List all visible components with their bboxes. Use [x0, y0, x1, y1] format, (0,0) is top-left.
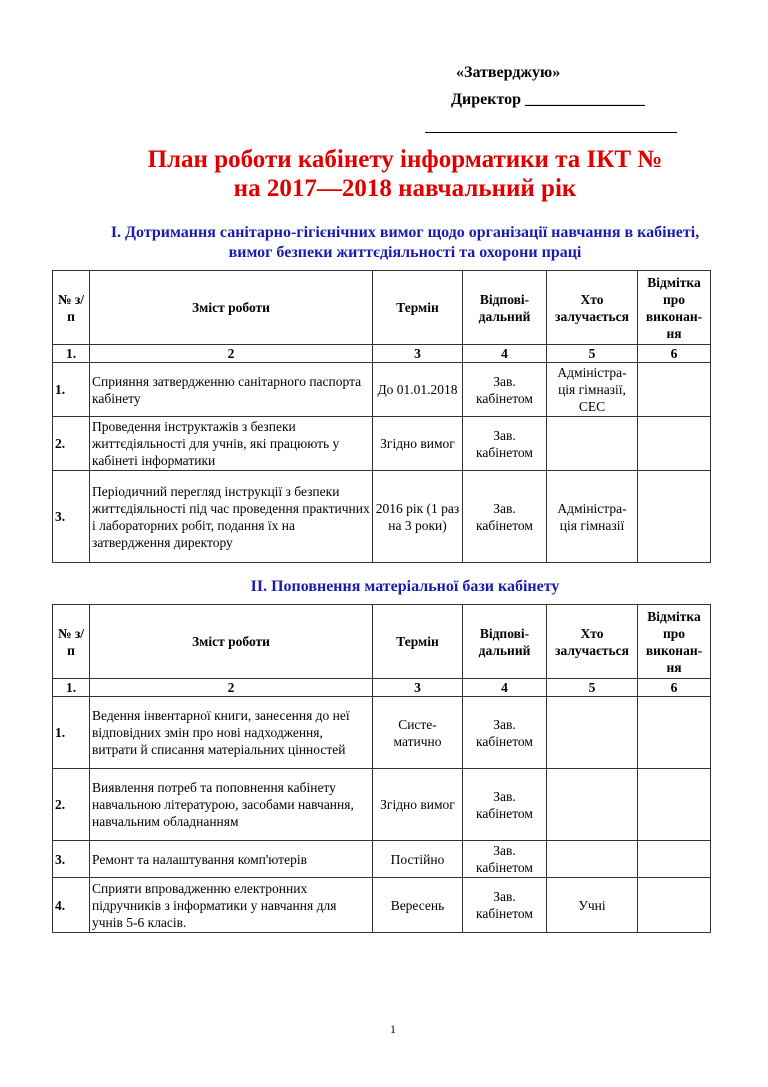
- term: Систе-матично: [373, 697, 463, 769]
- column-header: Хто залучається: [547, 605, 638, 679]
- involved: [547, 697, 638, 769]
- completion-mark: [638, 878, 711, 933]
- column-header: Відмітка про виконан-ня: [638, 605, 711, 679]
- column-header: Хто залучається: [547, 271, 638, 345]
- column-number: 4: [463, 679, 547, 697]
- involved: Учні: [547, 878, 638, 933]
- work-content: Ведення інвентарної книги, занесення до неї відповідних змін про нові надходження, витрати й списання матеріальних цінностей: [90, 697, 373, 769]
- completion-mark: [638, 769, 711, 841]
- table-row: [53, 769, 711, 841]
- responsible: Зав. кабінетом: [463, 878, 547, 933]
- row-number: 4.: [53, 878, 90, 933]
- table-row: [53, 417, 711, 471]
- section2-table: [52, 604, 711, 933]
- term: Згідно вимог: [373, 769, 463, 841]
- term: Постійно: [373, 841, 463, 878]
- document-title-line1: План роботи кабінету інформатики та ІКТ №: [147, 146, 663, 173]
- responsible: Зав. кабінетом: [463, 363, 547, 417]
- column-header: Відпові-дальний: [463, 605, 547, 679]
- term: До 01.01.2018: [373, 363, 463, 417]
- work-content: Виявлення потреб та поповнення кабінету навчальною літературою, засобами навчання, навчальним обладнанням: [90, 769, 373, 841]
- column-number: 6: [638, 345, 711, 363]
- column-header: Зміст роботи: [90, 605, 373, 679]
- responsible: Зав. кабінетом: [463, 841, 547, 878]
- signature-underline: [425, 132, 677, 133]
- column-header: Відмітка про виконан-ня: [638, 271, 711, 345]
- involved: [547, 769, 638, 841]
- column-header: Термін: [373, 605, 463, 679]
- responsible: Зав. кабінетом: [463, 697, 547, 769]
- column-header: № з/п: [53, 271, 90, 345]
- table-row: [53, 841, 711, 878]
- table-row: [53, 363, 711, 417]
- column-number: 5: [547, 679, 638, 697]
- responsible: Зав. кабінетом: [463, 471, 547, 563]
- row-number: 2.: [53, 417, 90, 471]
- section1-table: [52, 270, 711, 563]
- work-content: Періодичний перегляд інструкції з безпеки життєдіяльності під час проведення практичних і лабораторних робіт, подання їх на затвердження директору: [90, 471, 373, 563]
- document-title-line2: на 2017—2018 навчальний рік: [233, 175, 577, 202]
- term: Згідно вимог: [373, 417, 463, 471]
- row-number: 3.: [53, 841, 90, 878]
- column-number: 3: [373, 679, 463, 697]
- row-number: 2.: [53, 769, 90, 841]
- column-number: 3: [373, 345, 463, 363]
- responsible: Зав. кабінетом: [463, 417, 547, 471]
- column-number: 2: [90, 345, 373, 363]
- work-content: Ремонт та налаштування комп'ютерів: [90, 841, 373, 878]
- completion-mark: [638, 363, 711, 417]
- work-content: Сприяти впровадженню електронних підручників з інформатики у навчання для учнів 5-6 класів.: [90, 878, 373, 933]
- term: 2016 рік (1 раз на 3 роки): [373, 471, 463, 563]
- term: Вересень: [373, 878, 463, 933]
- page-number: 1: [390, 1022, 396, 1036]
- column-number: 2: [90, 679, 373, 697]
- section1-heading-line2: вимог безпеки життєдіяльності та охорони праці: [228, 244, 582, 261]
- involved: Адміністра-ція гімназії: [547, 471, 638, 563]
- involved: Адміністра-ція гімназії, СЕС: [547, 363, 638, 417]
- table-row: [53, 697, 711, 769]
- column-header: Відпові-дальний: [463, 271, 547, 345]
- table-row: [53, 878, 711, 933]
- column-header: № з/п: [53, 605, 90, 679]
- completion-mark: [638, 697, 711, 769]
- column-number: 1.: [53, 679, 90, 697]
- section1-heading-line1: І. Дотримання санітарно-гігієнічних вимог щодо організації навчання в кабінеті,: [110, 224, 700, 241]
- column-number: 6: [638, 679, 711, 697]
- completion-mark: [638, 841, 711, 878]
- column-header: Зміст роботи: [90, 271, 373, 345]
- responsible: Зав. кабінетом: [463, 769, 547, 841]
- completion-mark: [638, 471, 711, 563]
- row-number: 1.: [53, 363, 90, 417]
- director-signature-line: Директор _______________: [451, 91, 645, 108]
- row-number: 3.: [53, 471, 90, 563]
- row-number: 1.: [53, 697, 90, 769]
- column-number: 5: [547, 345, 638, 363]
- work-content: Проведення інструктажів з безпеки життєдіяльності для учнів, які працюють у кабінеті інформатики: [90, 417, 373, 471]
- completion-mark: [638, 417, 711, 471]
- table-row: [53, 471, 711, 563]
- section2-heading: ІІ. Поповнення матеріальної бази кабінету: [250, 578, 560, 595]
- involved: [547, 841, 638, 878]
- work-content: Сприяння затвердженню санітарного паспорта кабінету: [90, 363, 373, 417]
- approval-label: «Затверджую»: [456, 64, 561, 81]
- column-number: 1.: [53, 345, 90, 363]
- column-number: 4: [463, 345, 547, 363]
- column-header: Термін: [373, 271, 463, 345]
- involved: [547, 417, 638, 471]
